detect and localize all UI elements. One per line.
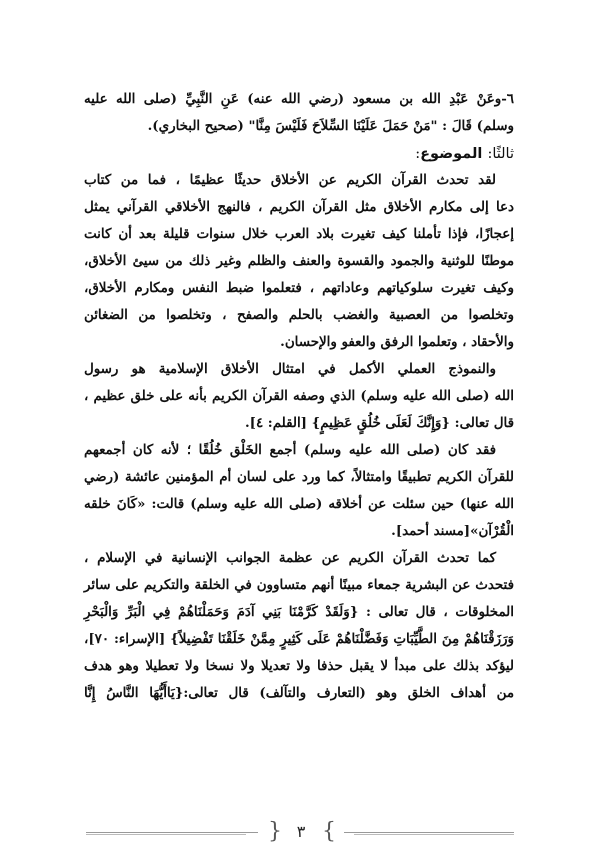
paragraph-line: وتخلصوا من العصبية والغضب بالحلم والصفح ، وتخلصوا من الضغائن [84, 307, 514, 323]
page-number: ٣ [296, 822, 306, 841]
paragraph-line: كما تحدث القرآن الكريم عن عظمة الجوانب الإنسانية في الإسلام ، [84, 550, 496, 566]
paragraph-line: للقرآن الكريم تطبيقًا وامتثالاً، كما ورد على لسان أم المؤمنين عائشة (رضي [84, 469, 514, 485]
section-number: ثالثًا [492, 146, 514, 162]
footer-brace-open: { [268, 819, 282, 844]
paragraph-line: والنموذج العملي الأكمل في امتثال الأخلاق الإسلامية هو رسول [84, 361, 496, 377]
section-trailing-colon: : [415, 146, 421, 162]
paragraph-prophet-model [84, 356, 514, 437]
hadith-line: ٦-وعَنْ عَبْدِ الله بن مسعود (رضي الله عنه) عَنِ النَّبِيِّ (صلى الله عليه [84, 91, 514, 107]
paragraph-line: موطنًا للوثنية والجمود والقسوة والعنف والظلم وغير ذلك من سيئ الأخلاق، [84, 253, 514, 269]
paragraph-line: والأحقاد ، وتعلموا الرفق والعفو والإحسان. [280, 334, 514, 350]
paragraph-line: إعجازًا، فإذا تأملنا كيف تغيرت بلاد العرب خلال سنوات قليلة بعد أن كانت [84, 226, 514, 242]
paragraph-line: فقد كان (صلى الله عليه وسلم) أجمع الخَلْق خُلُقًا ؛ لأنه كان أجمعهم [84, 442, 496, 458]
paragraph-akhlaq-intro [84, 167, 514, 356]
page-footer [86, 818, 514, 848]
paragraph-line: الْقُرْآن»[مسند أحمد]. [391, 523, 514, 539]
paragraph-line: الله عنها) حين سئلت عن أخلاقه (صلى الله عليه وسلم) قالت: «كَانَ خلقه [84, 496, 514, 512]
footer-rule-right [344, 832, 514, 833]
paragraph-line: دعا إلى مكارم الأخلاق مثل القرآن الكريم ، فالنهج الأخلاقي القرآني يمثل [84, 199, 514, 215]
paragraph-line: قال تعالى: {وَإِنَّكَ لَعَلَى خُلُقٍ عَظِيمٍ} [القلم: ٤]. [244, 415, 514, 431]
hadith-block [84, 86, 514, 140]
section-colon: : [487, 146, 493, 162]
footer-rule-left [86, 832, 258, 833]
paragraph-line: ليؤكد بذلك على مبدأ لا يقبل حذفا ولا تعديلا ولا نسخا ولا تعطيلا وهو هدف [84, 658, 514, 674]
page-content [84, 86, 514, 707]
paragraph-line: من أهداف الخلق وهو (التعارف والتآلف) قال تعالى:{يَاأَيُّهَا النَّاسُ إِنَّا [84, 685, 514, 701]
paragraph-line: لقد تحدث القرآن الكريم عن الأخلاق حديثًا عظيمًا ، فما من كتاب [84, 172, 496, 188]
paragraph-line: وَرَزَقْنَاهُمْ مِنَ الطَّيِّبَاتِ وَفَضَّلْنَاهُمْ عَلَى كَثِيرٍ مِمَّنْ خَلَقْنَا تَفْضِيلاً} [الإسراء: ٧٠]، [84, 631, 514, 647]
section-title: الموضوع [420, 146, 483, 162]
paragraph-line: الله (صلى الله عليه وسلم) الذي وصفه القرآن الكريم بأنه على خلق عظيم ، [84, 388, 514, 404]
paragraph-line: المخلوقات ، قال تعالى : {وَلَقَدْ كَرَّمْنَا بَنِي آدَمَ وَحَمَلْنَاهُمْ فِي الْبَرِّ وَالْبَحْرِ [84, 604, 514, 620]
hadith-line: وسلم) قَالَ : "مَنْ حَمَلَ عَلَيْنَا السِّلاَحَ فَلَيْسَ مِنَّا" (صحيح البخاري). [147, 118, 514, 134]
paragraph-human-dignity [84, 545, 514, 707]
paragraph-line: وكيف تغيرت سلوكياتهم وعاداتهم ، فتعلموا ضبط النفس ومكارم الأخلاق، [84, 280, 514, 296]
section-heading [84, 140, 514, 167]
paragraph-aisha-narration [84, 437, 514, 545]
paragraph-line: فتحدث عن البشرية جمعاء مبينًا أنهم متساوون في الخلقة والتكريم على سائر [84, 577, 514, 593]
footer-brace-close: } [322, 819, 336, 844]
